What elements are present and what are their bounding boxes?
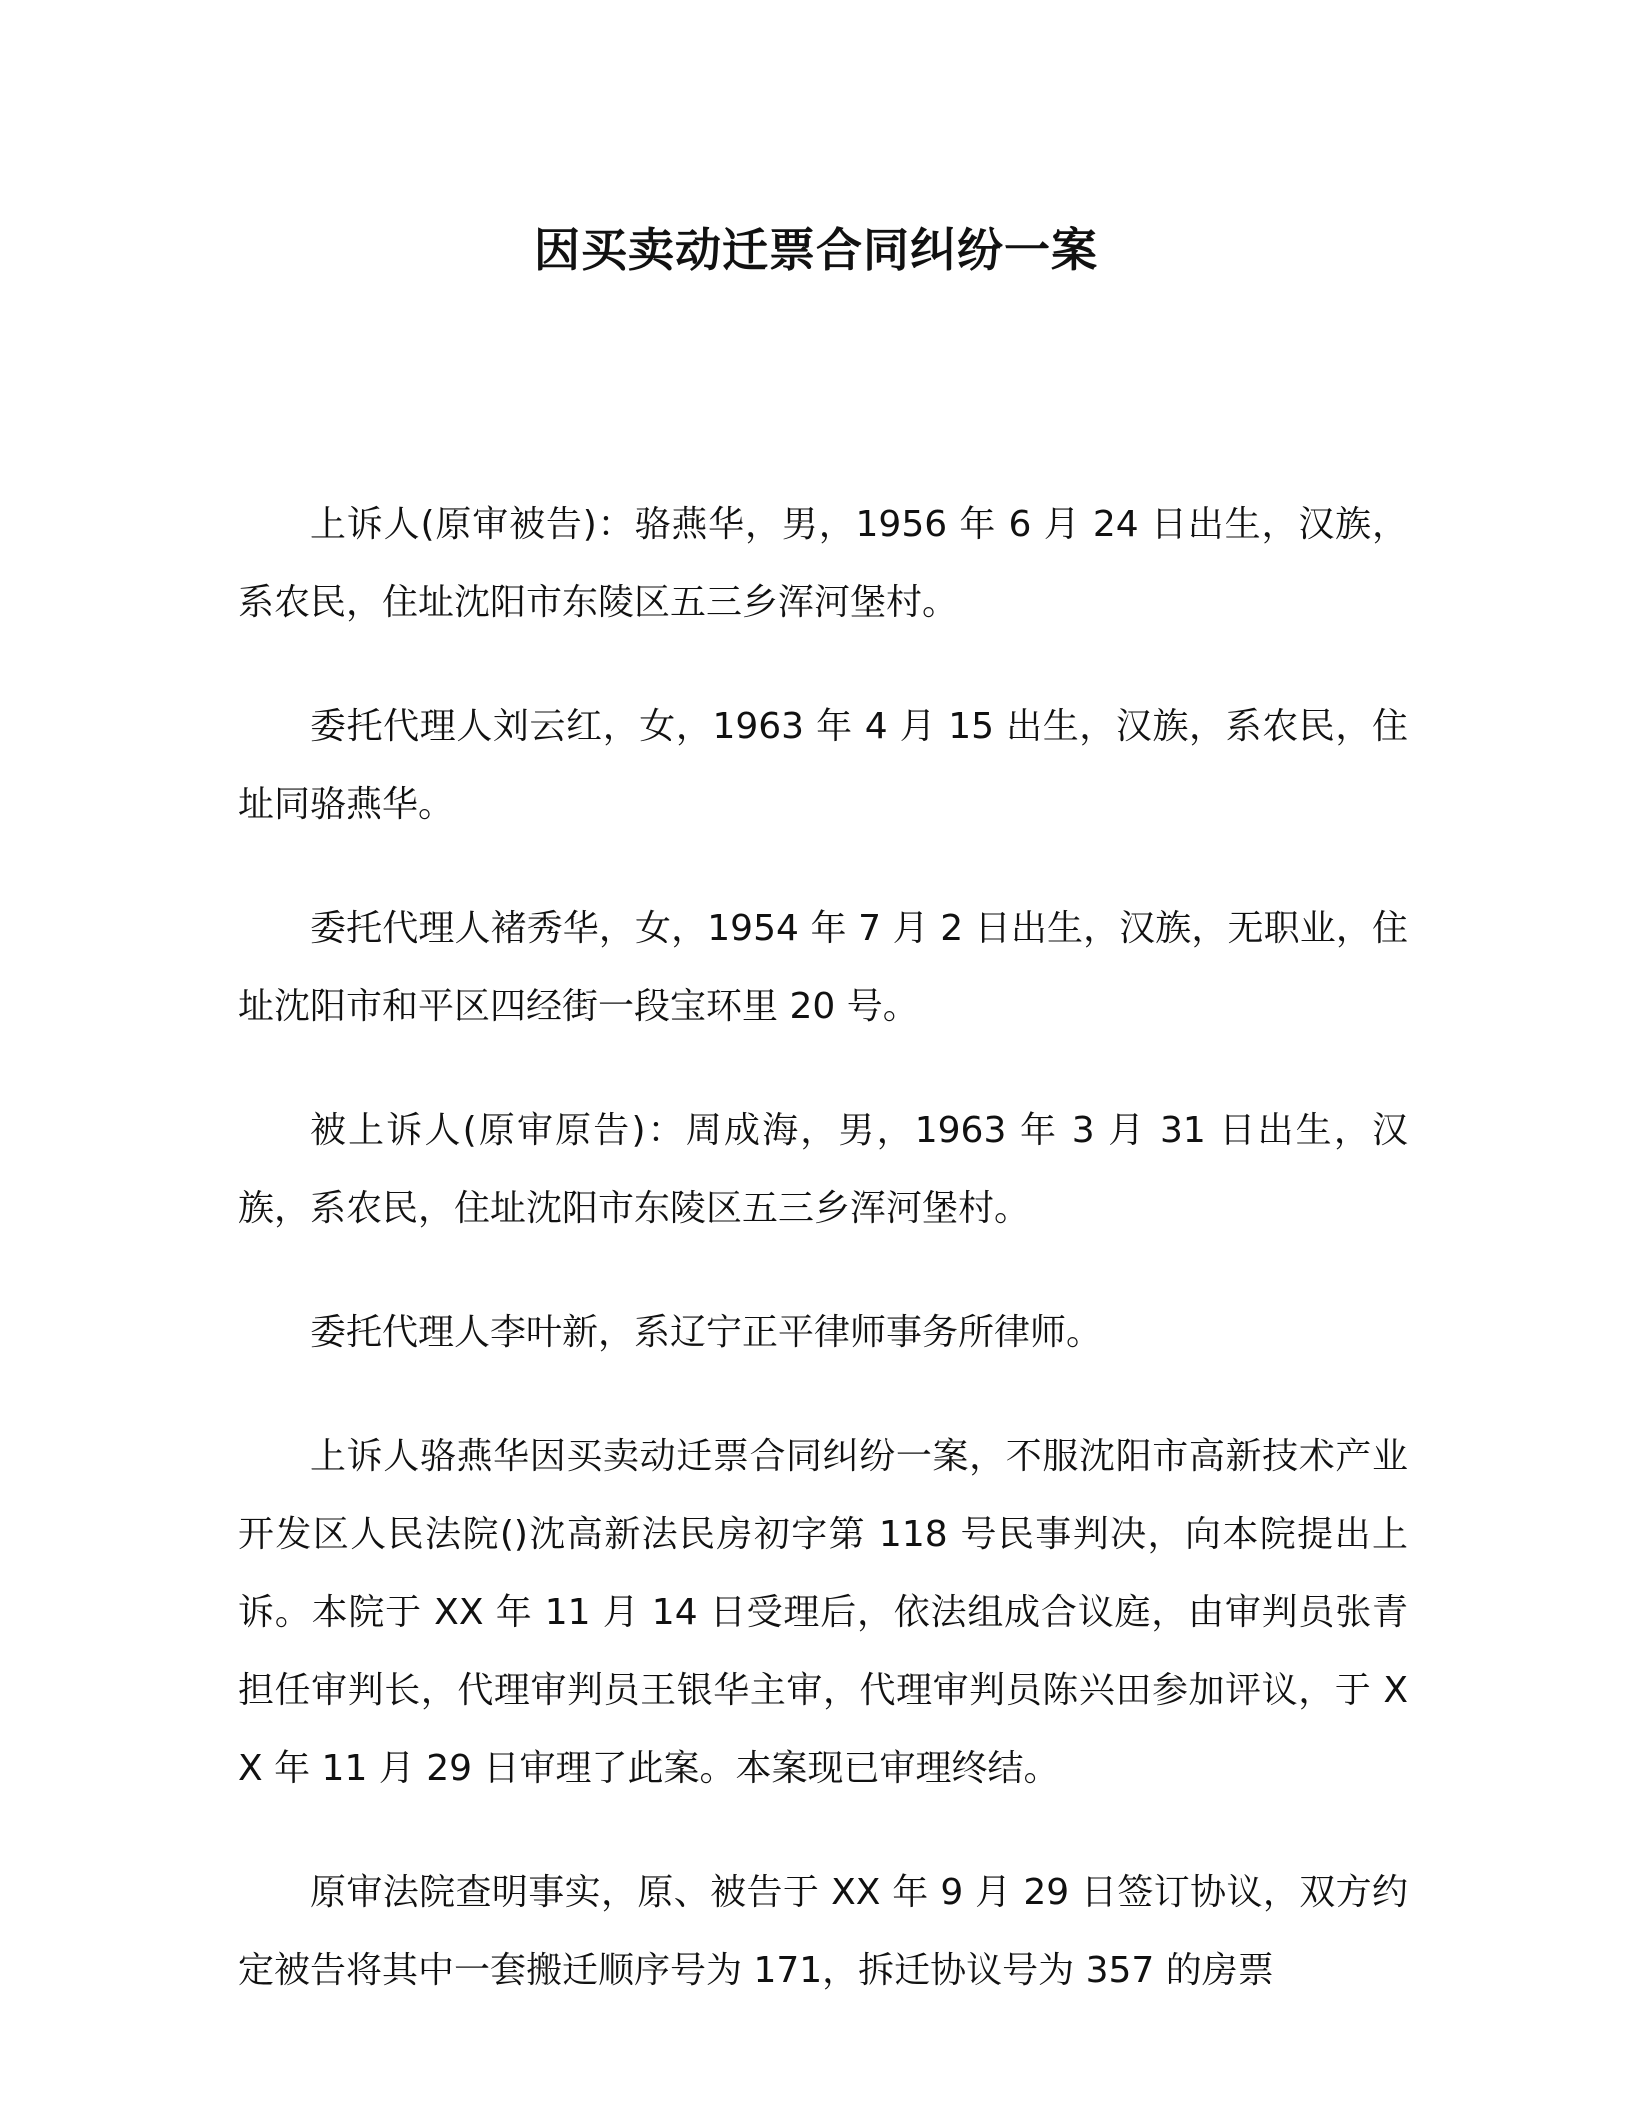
paragraph-agent-liu: 委托代理人刘云红，女，1963 年 4 月 15 出生，汉族，系农民，住址同骆燕华。 xyxy=(238,706,1408,825)
document-title: 因买卖动迁票合同纠纷一案 xyxy=(534,223,1098,277)
paragraph-appellant: 上诉人(原审被告)：骆燕华，男，1956 年 6 月 24 日出生，汉族，系农民，住址沈阳市东陵区五三乡浑河堡村。 xyxy=(238,504,1408,623)
paragraph-agent-li: 委托代理人李叶新，系辽宁正平律师事务所律师。 xyxy=(310,1312,1103,1353)
paragraph-appellee: 被上诉人(原审原告)：周成海，男，1963 年 3 月 31 日出生，汉族，系农民，住址沈阳市东陵区五三乡浑河堡村。 xyxy=(238,1110,1408,1229)
paragraph-agent-chu: 委托代理人褚秀华，女，1954 年 7 月 2 日出生，汉族，无职业，住址沈阳市和平区四经街一段宝环里 20 号。 xyxy=(238,908,1408,1027)
paragraph-case-procedure: 上诉人骆燕华因买卖动迁票合同纠纷一案，不服沈阳市高新技术产业开发区人民法院()沈高新法民房初字第 118 号民事判决，向本院提出上诉。本院于 XX 年 11 月 14 日受理后，依法组成合议庭，由审判员张青担任审判长，代理审判员王银华主审，代理审判员陈兴田参加评议，于 XX 年 11 月 29 日审理了此案。本案现已审理终结。 xyxy=(238,1436,1408,1789)
paragraph-facts: 原审法院查明事实，原、被告于 XX 年 9 月 29 日签订协议，双方约定被告将其中一套搬迁顺序号为 171，拆迁协议号为 357 的房票 xyxy=(238,1872,1408,1991)
document-body xyxy=(238,486,1408,2056)
